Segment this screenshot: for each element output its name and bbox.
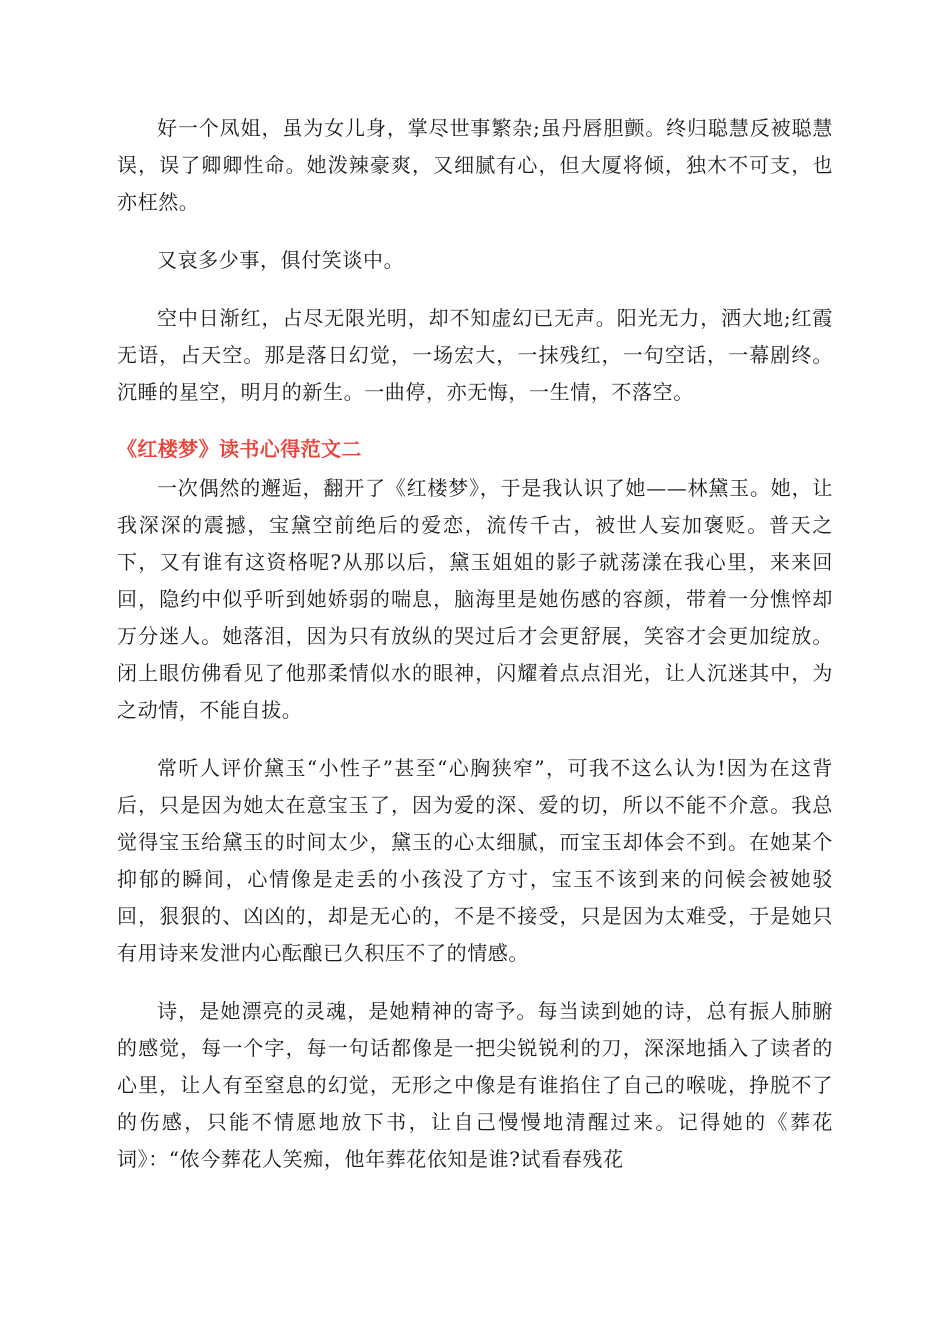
paragraph-fengjie: 好一个凤姐，虽为女儿身，掌尽世事繁杂;虽丹唇胆颤。终归聪慧反被聪慧误，误了卿卿性命。她泼辣豪爽，又细腻有心，但大厦将倾，独木不可支，也亦枉然。 bbox=[117, 116, 833, 214]
paragraph-sunset: 空中日渐红，占尽无限光明，却不知虚幻已无声。阳光无力，洒大地;红霞无语，占天空。那是落日幻觉，一场宏大，一抹残红，一句空话，一幕剧终。沉睡的星空，明月的新生。一曲停，亦无悔，一生情，不落空。 bbox=[117, 306, 833, 404]
document-page bbox=[117, 110, 833, 1199]
section-heading: 《红楼梦》读书心得范文二 bbox=[117, 437, 362, 461]
paragraph-temperament: 常听人评价黛玉“小性子”甚至“心胸狭窄”，可我不这么认为!因为在这背后，只是因为她太在意宝玉了，因为爱的深、爱的切，所以不能不介意。我总觉得宝玉给黛玉的时间太少，黛玉的心太细腻，而宝玉却体会不到。在她某个抑郁的瞬间，心情像是走丢的小孩没了方寸，宝玉不该到来的问候会被她驳回，狠狠的、凶凶的，却是无心的，不是不接受，只是因为太难受，于是她只有用诗来发泄内心酝酿已久积压不了的情感。 bbox=[117, 756, 833, 965]
paragraph-encounter: 一次偶然的邂逅，翻开了《红楼梦》，于是我认识了她——林黛玉。她，让我深深的震撼，宝黛空前绝后的爱恋，流传千古，被世人妄加褒贬。普天之下，又有谁有这资格呢?从那以后，黛玉姐姐的影子就荡漾在我心里，来来回回，隐约中似乎听到她娇弱的喘息，脑海里是她伤感的容颜，带着一分憔悴却万分迷人。她落泪，因为只有放纵的哭过后才会更舒展，笑容才会更加绽放。闭上眼仿佛看见了他那柔情似水的眼神，闪耀着点点泪光，让人沉迷其中，为之动情，不能自拔。 bbox=[117, 476, 833, 722]
paragraph-laughter: 又哀多少事，俱付笑谈中。 bbox=[157, 248, 405, 272]
paragraph-poetry: 诗，是她漂亮的灵魂，是她精神的寄予。每当读到她的诗，总有振人肺腑的感觉，每一个字，每一句话都像是一把尖锐锐利的刀，深深地插入了读者的心里，让人有至窒息的幻觉，无形之中像是有谁掐住了自己的喉咙，挣脱不了的伤感，只能不情愿地放下书，让自己慢慢地清醒过来。记得她的《葬花词》：“侬今葬花人笑痴，他年葬花依知是谁?试看春残花 bbox=[117, 999, 833, 1171]
